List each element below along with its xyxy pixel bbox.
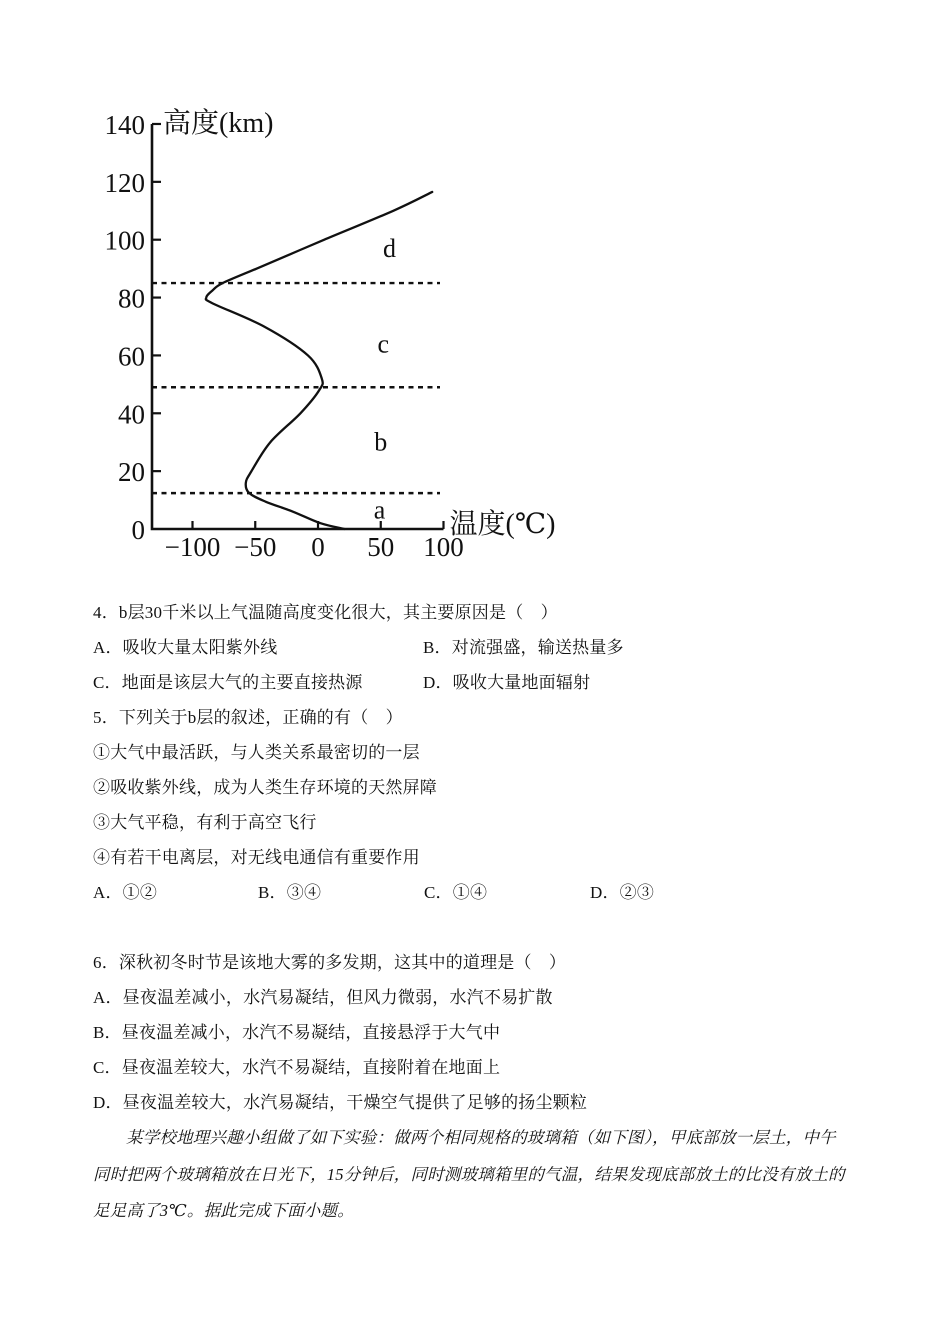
y-tick-label: 20 — [118, 457, 145, 488]
passage-line-2: 同时把两个玻璃箱放在日光下，15分钟后，同时测玻璃箱里的气温，结果发现底部放土的比没有放土的 — [93, 1164, 845, 1184]
question-block — [93, 595, 900, 1230]
q5-option-c: C．①④ — [424, 883, 488, 902]
x-tick-label: 0 — [311, 532, 325, 562]
q5-item-2: ②吸收紫外线，成为人类生存环境的天然屏障 — [93, 778, 437, 797]
x-tick-label: 100 — [423, 532, 464, 562]
y-tick-label: 0 — [131, 515, 145, 545]
question-5-stem: 5．下列关于b层的叙述，正确的有（ ） — [93, 708, 403, 727]
passage-line-1: 某学校地理兴趣小组做了如下实验：做两个相同规格的玻璃箱（如下图），甲底部放一层土，中午 — [126, 1128, 836, 1147]
q5-item-1: ①大气中最活跃，与人类关系最密切的一层 — [93, 743, 420, 762]
y-tick-label: 120 — [104, 167, 145, 198]
y-tick-label: 80 — [118, 283, 145, 314]
y-tick-label: 40 — [118, 399, 145, 430]
layer-label-d: d — [383, 233, 397, 263]
q6-option-a: A．昼夜温差减小，水汽易凝结，但风力微弱，水汽不易扩散 — [93, 988, 553, 1007]
passage-line-3: 足足高了3℃。据此完成下面小题。 — [93, 1201, 354, 1220]
q6-option-b: B．昼夜温差减小，水汽不易凝结，直接悬浮于大气中 — [93, 1023, 501, 1042]
x-tick-label: −100 — [164, 532, 221, 562]
q4-option-b: B．对流强盛，输送热量多 — [423, 638, 624, 657]
q6-option-d: D．昼夜温差较大，水汽易凝结，干燥空气提供了足够的扬尘颗粒 — [93, 1093, 588, 1112]
layer-label-a: a — [373, 495, 386, 525]
q5-option-a: A．①② — [93, 883, 158, 902]
question-4-stem: 4．b层30千米以上气温随高度变化很大，其主要原因是（ ） — [93, 603, 558, 622]
temperature-height-chart — [60, 98, 580, 578]
y-axis-title: 高度(km) — [163, 107, 274, 139]
x-tick-label: −50 — [234, 532, 277, 562]
question-4-options-row-1 — [93, 630, 900, 665]
q4-option-a: A．吸收大量太阳紫外线 — [93, 638, 278, 657]
question-6-stem: 6．深秋初冬时节是该地大雾的多发期，这其中的道理是（ ） — [93, 953, 567, 972]
blank-line — [93, 910, 900, 945]
q5-option-b: B．③④ — [258, 883, 322, 902]
q4-option-c: C．地面是该层大气的主要直接热源 — [93, 673, 363, 692]
x-tick-label: 50 — [367, 532, 395, 562]
q5-item-4: ④有若干电离层，对无线电通信有重要作用 — [93, 848, 420, 867]
layer-label-b: b — [374, 427, 388, 457]
q5-option-d: D．②③ — [590, 883, 655, 902]
q4-option-d: D．吸收大量地面辐射 — [423, 673, 591, 692]
y-tick-label: 60 — [118, 341, 145, 372]
q6-option-c: C．昼夜温差较大，水汽不易凝结，直接附着在地面上 — [93, 1058, 501, 1077]
y-tick-label: 100 — [104, 225, 145, 256]
temperature-curve — [206, 192, 432, 529]
question-5-options-row — [93, 875, 900, 910]
axes-lines — [152, 124, 444, 529]
q5-item-3: ③大气平稳，有利于高空飞行 — [93, 813, 317, 832]
y-tick-label: 140 — [104, 109, 145, 140]
layer-label-c: c — [377, 329, 390, 359]
x-axis-title: 温度(℃) — [449, 509, 556, 540]
question-4-options-row-2 — [93, 665, 900, 700]
